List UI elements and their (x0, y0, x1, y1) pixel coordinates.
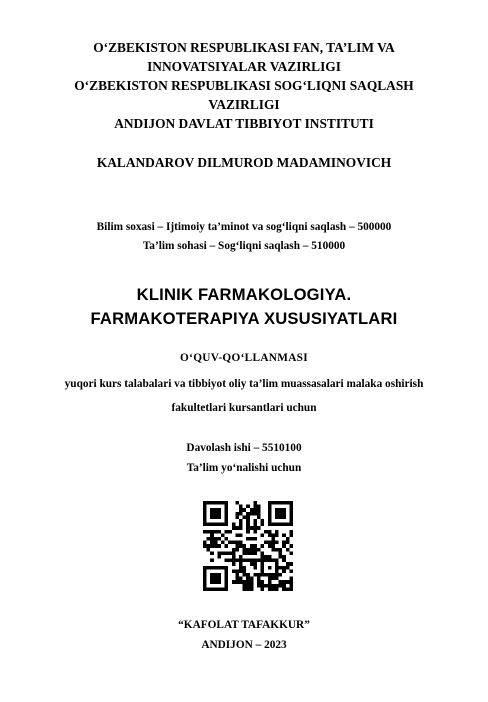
author-name: KALANDAROV DILMUROD MADAMINOVICH (96, 155, 392, 170)
book-title-line-1: KLINIK FARMAKOLOGIYA. (136, 285, 352, 304)
institution-line-4: VAZIRLIGI (208, 97, 280, 112)
specialty-line-2: Ta’lim yo‘nalishi uchun (186, 462, 302, 474)
institution-line-2: INNOVATSIYALAR VAZIRLIGI (147, 59, 341, 74)
publisher-name: “KAFOLAT TAFAKKUR” (178, 619, 310, 631)
institution-line-5: ANDIJON DAVLAT TIBBIYOT INSTITUTI (114, 116, 374, 131)
audience-line-2: fakultetlari kursantlari uchun (171, 402, 317, 414)
audience-line-1: yuqori kurs talabalari va tibbiyot oliy ta’lim muassasalari malaka oshirish (64, 378, 424, 390)
place-year: ANDIJON – 2023 (201, 639, 287, 651)
book-title-line-2: FARMAKOTERAPIYA XUSUSIYATLARI (90, 309, 398, 328)
knowledge-field: Bilim soxasi – Ijtimoiy ta’minot va sog‘liqni saqlash – 500000 (96, 221, 392, 233)
institution-line-1: O‘ZBEKISTON RESPUBLIKASI FAN, TA’LIM VA (93, 40, 395, 55)
institution-line-3: O‘ZBEKISTON RESPUBLIKASI SOG‘LIQNI SAQLASH (74, 78, 414, 93)
education-field: Ta’lim sohasi – Sog‘liqni saqlash – 510000 (142, 240, 346, 252)
document-type: O‘QUV-QO‘LLANMASI (180, 352, 308, 364)
specialty-line-1: Davolash ishi – 5510100 (186, 442, 302, 454)
qr-code-icon (203, 501, 293, 591)
